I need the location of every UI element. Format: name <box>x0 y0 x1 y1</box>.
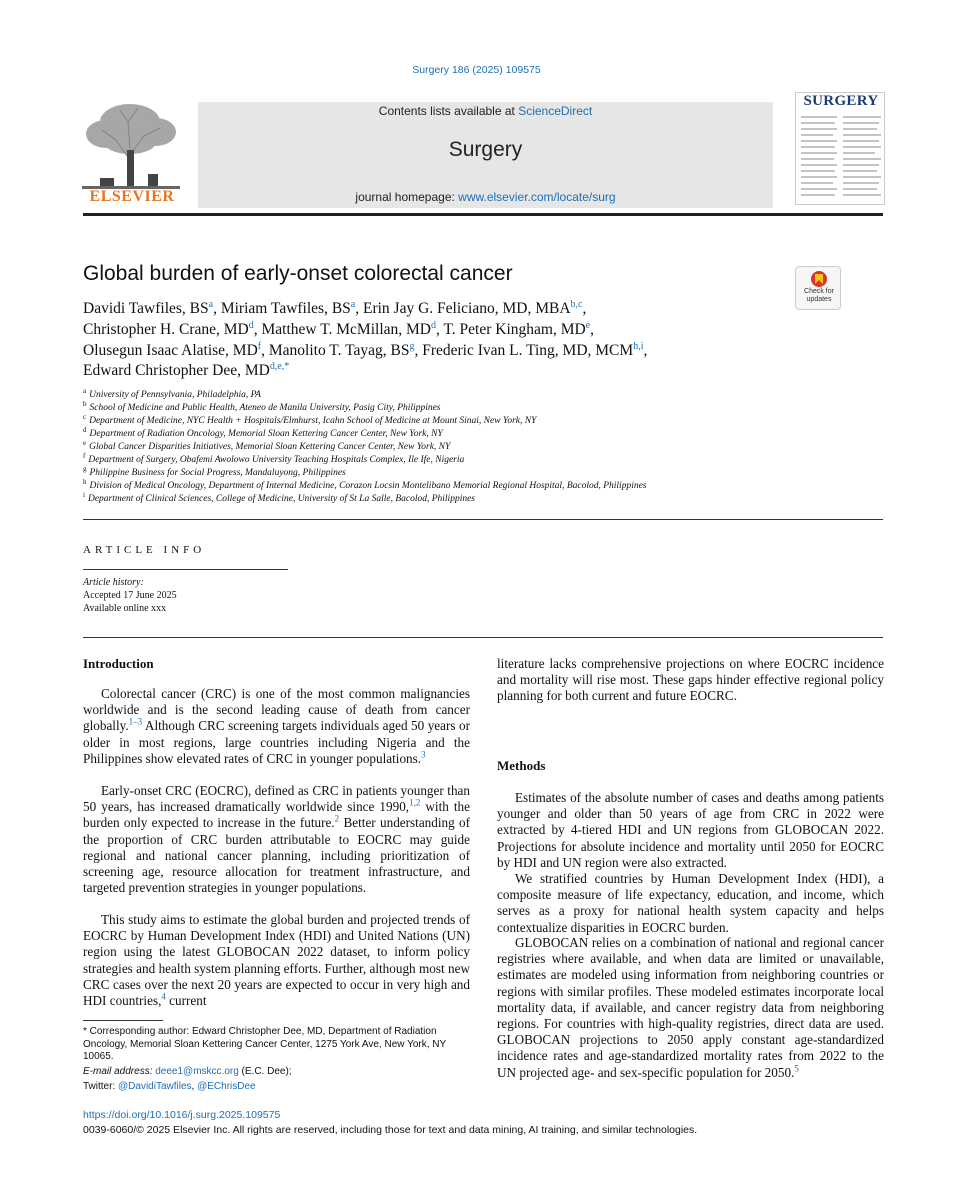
copyright-notice: 0039-6060/© 2025 Elsevier Inc. All rights are reserved, including those for text and data mining, AI training, and similar technologies. <box>83 1124 698 1136</box>
twitter-note <box>83 1081 473 1094</box>
affiliation-text: School of Medicine and Public Health, Ateneo de Manila University, Pasig City, Philippines <box>89 403 441 413</box>
affiliation-key: i <box>83 490 85 499</box>
intro-p2-text: Better understanding of the proportion of CRC burden attributable to EOCRC may guide regional and national cancer planning, including prioritization of screening age, resource allocation for treatment infrastructure, and targeted prevention strategies in younger populations. <box>83 815 471 896</box>
affiliation <box>83 464 346 478</box>
affiliation-text: University of Pennsylvania, Philadelphia, PA <box>89 390 261 400</box>
contents-prefix: Contents lists available at <box>378 104 519 118</box>
affiliation <box>83 477 647 491</box>
affiliation-marker[interactable]: b,c <box>570 298 583 310</box>
intro-p3-text: current <box>165 993 207 1009</box>
affiliation <box>83 438 451 452</box>
intro-paragraph-3 <box>83 912 470 1009</box>
article-info-rule <box>83 569 288 570</box>
affiliation-key: h <box>83 477 87 486</box>
affiliation <box>83 425 443 439</box>
affiliation-key: d <box>83 425 87 434</box>
citation-ref[interactable]: 1–3 <box>128 717 143 728</box>
intro-paragraph-1 <box>83 686 470 767</box>
author-name: Olusegun Isaac Alatise, MD <box>83 342 258 359</box>
journal-name: Surgery <box>448 138 523 161</box>
affiliation-marker[interactable]: d <box>430 319 436 331</box>
author-line <box>83 362 289 380</box>
sciencedirect-link[interactable]: ScienceDirect <box>518 104 593 118</box>
affiliation-text: Philippine Business for Social Progress, Mandaluyong, Philippines <box>89 468 346 478</box>
author-name: Manolito T. Tayag, BS <box>268 342 410 359</box>
email-link[interactable]: deee1@mskcc.org <box>155 1066 239 1077</box>
author-line: Christopher H. Crane, $MD^d$, Matthew T. McMillan, $MD^d$, T. Peter Kingham, MDe, <box>83 319 594 338</box>
homepage-prefix: journal homepage: <box>355 190 459 204</box>
methods-p3-text: GLOBOCAN relies on a combination of national and regional cancer registries where available, and when data are limited or unavailable, estimates are modeled using information from neighboring countries or regions with similar profiles. These modeled estimates incorporate local mortality data, if available, and cancer registry data from neighboring regions. For countries with high-quality registries, direct data are used. GLOBOCAN projections to 2050 apply constant age-standardized incidence rates and age-standardized mortality rates from 2022 to the UN projected age- and sex-specific population for 2050. <box>497 935 884 1080</box>
affiliation-key: a <box>83 386 87 395</box>
section-rule <box>83 637 883 638</box>
citation-ref[interactable]: 4 <box>161 991 166 1002</box>
methods-paragraph-3 <box>497 935 884 1081</box>
crossmark-icon <box>810 270 828 288</box>
author-line: Olusegun Isaac Alatise, $MD^f$, Manolito T. Tayag, $BS^g$, Frederic Ivan L. Ting, MD, MCM$^{h,i}$, <box>83 340 648 359</box>
methods-paragraph-1 <box>497 790 884 871</box>
twitter-handle-link[interactable]: @DavidiTawfiles <box>118 1081 192 1092</box>
footnote-rule <box>83 1020 163 1021</box>
author-name: Frederic Ivan L. Ting, MD, MCM <box>422 342 634 359</box>
affiliation <box>83 490 476 504</box>
journal-cover-thumbnail[interactable] <box>795 92 885 205</box>
affiliation <box>83 386 261 400</box>
email-note <box>83 1066 473 1079</box>
affiliation-marker[interactable]: a <box>208 298 214 310</box>
affiliation-text: Global Cancer Disparities Initiatives, Memorial Sloan Kettering Cancer Center, New York, NY <box>89 442 451 452</box>
affiliation-key: g <box>83 464 87 473</box>
article-title: Global burden of early-onset colorectal cancer <box>83 262 513 285</box>
citation-ref[interactable]: 3 <box>421 749 426 760</box>
affiliation-text: Department of Medicine, NYC Health + Hospitals/Elmhurst, Icahn School of Medicine at Mount Sinai, New York, NY <box>89 416 537 426</box>
affiliation-marker[interactable]: e <box>585 319 591 331</box>
accepted-date: Accepted 17 June 2025 <box>83 590 177 601</box>
affiliation-text: Department of Radiation Oncology, Memorial Sloan Kettering Cancer Center, New York, NY <box>89 429 443 439</box>
affiliation <box>83 412 537 426</box>
twitter-separator: , <box>191 1081 198 1092</box>
intro-p3-continued-text: literature lacks comprehensive projections on where EOCRC incidence and mortality will rise most. These gaps hinder effective regional policy planning for both current and future EOCRC. <box>497 656 884 704</box>
author-name: Miriam Tawfiles, BS <box>220 300 351 317</box>
author-line: Davidi Tawfiles, $BS^a$, Miriam Tawfiles, $BS^a$, Erin Jay G. Feliciano, MD, MBA$^{b,c}$, <box>83 298 587 317</box>
article-info-heading: ARTICLE INFO <box>83 544 206 556</box>
intro-p2-text: Early-onset CRC (EOCRC), defined as CRC in patients younger than 50 years, has increased dramatically worldwide since 1990, <box>83 783 470 815</box>
author-name: Edward Christopher Dee, MD <box>83 362 270 379</box>
intro-p1-text: Although CRC screening targets individuals aged 50 years or older in most regions, large countries including Nigeria and the Philippines show elevated rates of CRC in younger populations. <box>83 718 470 766</box>
email-label: E-mail address: <box>83 1066 156 1077</box>
doi-link[interactable]: https://doi.org/10.1016/j.surg.2025.109575 <box>83 1109 281 1121</box>
journal-citation[interactable]: Surgery 186 (2025) 109575 <box>412 64 541 76</box>
affiliation <box>83 451 465 465</box>
intro-p3-text: This study aims to estimate the global burden and projected trends of EOCRC by Human Development Index (HDI) and United Nations (UN) region using the latest GLOBOCAN 2022 dataset, to inform policy strategies and health system planning efforts. Further, although most new CRC cases over the next 20 years are expected to occur in very high and HDI countries, <box>83 912 470 1009</box>
affiliation-marker[interactable]: g <box>409 340 415 352</box>
affiliation <box>83 399 441 413</box>
methods-p1-text: Estimates of the absolute number of cases and deaths among patients younger and older than 50 years of age from CRC in 2022 were extracted by 4-tiered HDI and UN regions from GLOBOCAN 2022. Projections for absolute incidence and mortality until 2050 for EOCRC by HDI and UN region were also extracted. <box>497 790 884 870</box>
author-name: Matthew T. McMillan, MD <box>261 321 431 338</box>
header-rule <box>83 213 883 216</box>
affiliation-marker[interactable]: d,e,* <box>269 360 290 372</box>
affiliation-text: Department of Surgery, Obafemi Awolowo University Teaching Hospitals Complex, Ile Ife, Nigeria <box>88 455 465 465</box>
methods-heading: Methods <box>497 758 546 773</box>
twitter-handle-link[interactable]: @EChrisDee <box>197 1081 256 1092</box>
journal-homepage-link[interactable]: www.elsevier.com/locate/surg <box>458 190 616 204</box>
article-history-label: Article history: <box>83 577 144 588</box>
affiliation-marker[interactable]: h,i <box>633 340 644 352</box>
citation-ref[interactable]: 1,2 <box>409 797 421 808</box>
methods-paragraph-2 <box>497 871 884 936</box>
citation-ref[interactable]: 5 <box>794 1063 799 1074</box>
intro-paragraph-3-continued <box>497 656 884 705</box>
intro-p2-text: with the burden only expected to increase in the future. <box>83 799 470 831</box>
check-for-updates-label: Check for updates <box>804 288 834 303</box>
email-suffix: (E.C. Dee); <box>238 1066 292 1077</box>
elsevier-wordmark: ELSEVIER <box>89 188 175 205</box>
affiliation-key: f <box>83 451 86 460</box>
affiliation-text: Division of Medical Oncology, Department of Internal Medicine, Corazon Locsin Montelibano Memorial Regional Hospital, Bacolod, Philippines <box>89 481 647 491</box>
affiliations-rule <box>83 519 883 520</box>
author-name: T. Peter Kingham, MD <box>443 321 586 338</box>
author-name: Christopher H. Crane, MD <box>83 321 249 338</box>
intro-paragraph-2 <box>83 783 470 896</box>
affiliation-key: e <box>83 438 87 447</box>
affiliation-key: b <box>83 399 87 408</box>
available-online: Available online xxx <box>83 603 167 614</box>
cover-title: SURGERY <box>803 93 879 109</box>
check-for-updates-badge[interactable] <box>795 266 841 310</box>
affiliation-marker[interactable]: f <box>257 340 262 352</box>
affiliation-marker[interactable]: a <box>350 298 356 310</box>
journal-homepage-line <box>198 190 773 204</box>
contents-line <box>198 104 773 118</box>
affiliation-marker[interactable]: d <box>248 319 254 331</box>
intro-p1-text: Colorectal cancer (CRC) is one of the most common malignancies worldwide and is the second leading cause of death from cancer globally. <box>83 686 470 734</box>
citation-ref[interactable]: 2 <box>334 814 340 825</box>
methods-p2-text: We stratified countries by Human Development Index (HDI), a composite measure of life expectancy, education, and income, which serves as a proxy for national health system capacity and helps contextualize disparities in EOCRC burden. <box>497 871 884 935</box>
affiliation-text: Department of Clinical Sciences, College of Medicine, University of St La Salle, Bacolod, Philippines <box>87 494 476 504</box>
twitter-label: Twitter: <box>83 1081 119 1092</box>
introduction-heading: Introduction <box>83 656 154 671</box>
author-name: Davidi Tawfiles, BS <box>83 300 209 317</box>
affiliation-key: c <box>83 412 87 421</box>
corresponding-author-note: * Corresponding author: Edward Christopher Dee, MD, Department of Radiation Oncology, Memorial Sloan Kettering Cancer Center, 1275 York Ave, New York, NY 10065. <box>83 1026 446 1062</box>
author-name: Erin Jay G. Feliciano, MD, MBA <box>363 300 571 317</box>
